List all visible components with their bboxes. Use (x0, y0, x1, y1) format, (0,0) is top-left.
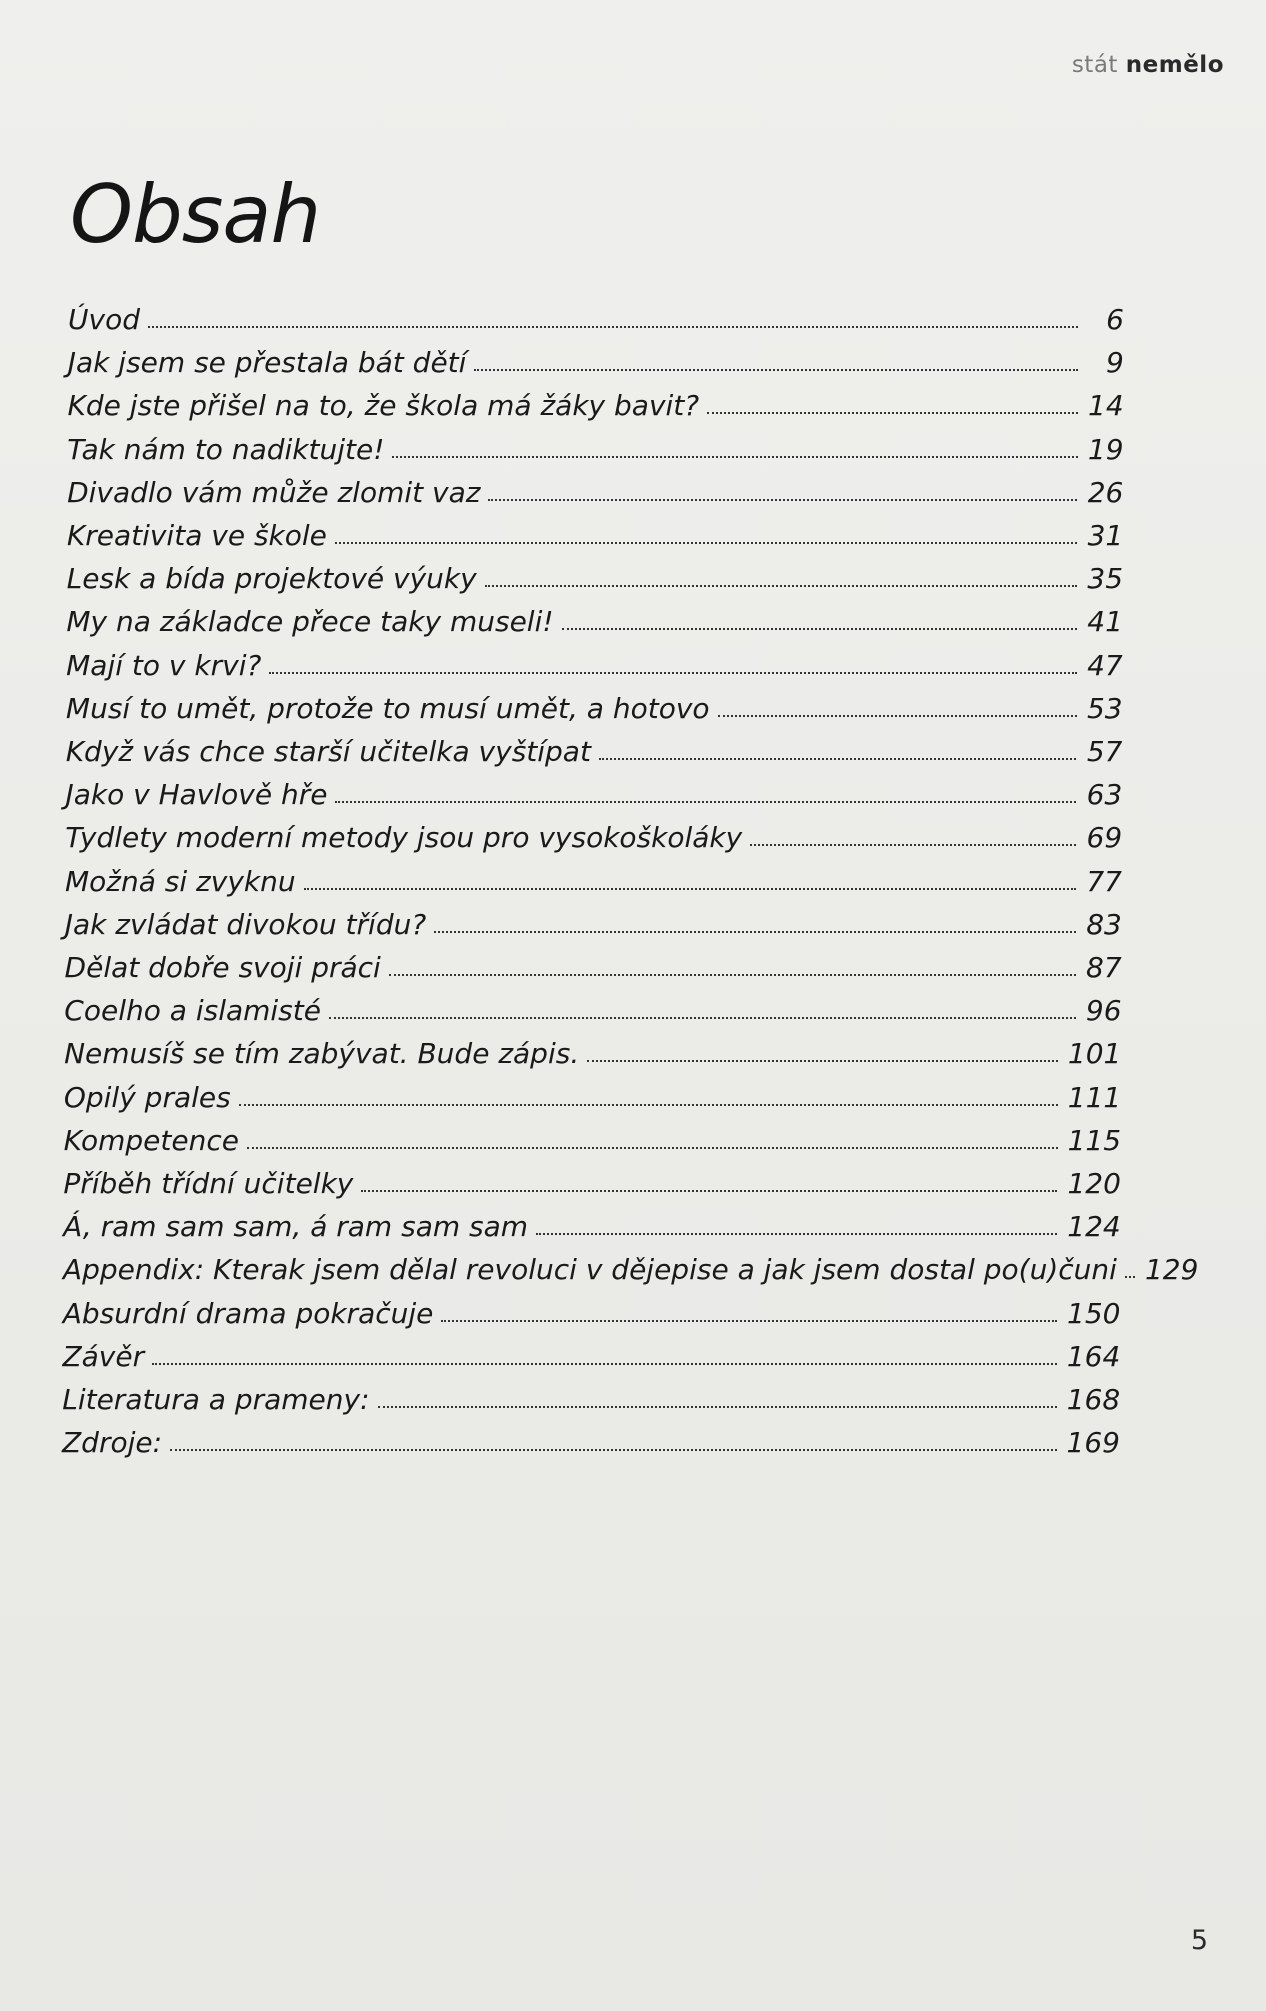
toc-entry (68, 382, 1124, 422)
toc-dot-leader (239, 1104, 1058, 1106)
toc-entry-title: Kreativita ve škole (66, 519, 327, 552)
page-number: 5 (1190, 1925, 1208, 1956)
toc-dot-leader (148, 326, 1078, 328)
toc-entry (62, 1246, 1199, 1287)
toc-entry (65, 901, 1122, 941)
toc-entry (65, 771, 1122, 811)
toc-entry-title: Musí to umět, protože to musí umět, a hotovo (65, 691, 710, 725)
toc-dot-leader (152, 1363, 1057, 1365)
toc-entry-title: Coelho a islamisté (64, 994, 321, 1028)
toc-entry-page: 57 (1086, 735, 1123, 768)
toc-entry (64, 1117, 1121, 1157)
toc-entry-page: 101 (1067, 1037, 1122, 1071)
toc-entry-page: 77 (1086, 864, 1122, 898)
toc-entry-page: 63 (1086, 778, 1123, 812)
toc-dot-leader (389, 974, 1076, 976)
toc-entry-title: Lesk a bída projektové výuky (66, 562, 477, 596)
toc-entry (62, 1376, 1120, 1416)
toc-dot-leader (378, 1406, 1057, 1408)
toc-entry (67, 512, 1123, 552)
toc-entry-page: 115 (1067, 1123, 1122, 1157)
toc-dot-leader (750, 844, 1076, 846)
toc-entry-page: 164 (1066, 1339, 1121, 1373)
toc-entry-title: Kompetence (63, 1123, 239, 1157)
toc-dot-leader (335, 542, 1077, 544)
toc-entry (66, 598, 1123, 638)
toc-entry-title: Á, ram sam sam, á ram sam sam (63, 1210, 529, 1244)
toc-entry-title: Možná si zvyknu (65, 864, 296, 898)
toc-entry-page: 120 (1067, 1167, 1121, 1200)
toc-entry-title: Úvod (68, 303, 140, 336)
toc-entry (67, 426, 1123, 466)
toc-entry-page: 6 (1106, 303, 1124, 336)
running-header (1072, 52, 1224, 78)
toc-entry-title: Jak zvládat divokou třídu? (64, 907, 427, 941)
toc-entry-page: 19 (1087, 432, 1124, 466)
toc-entry-page: 31 (1087, 519, 1124, 552)
toc-dot-leader (587, 1060, 1058, 1062)
toc-dot-leader (247, 1147, 1058, 1149)
toc-entry-page: 150 (1067, 1296, 1121, 1330)
toc-dot-leader (1125, 1276, 1135, 1278)
toc-entry-page: 47 (1087, 648, 1123, 682)
header-prefix: stát (1071, 52, 1118, 78)
toc-entry-title: Appendix: Kterak jsem dělal revoluci v dějepise a jak jsem dostal po(u)čuni (62, 1253, 1117, 1287)
toc-dot-leader (474, 369, 1077, 371)
toc-entry-title: Závěr (62, 1339, 145, 1373)
toc-entry (65, 944, 1122, 984)
toc-dot-leader (707, 412, 1078, 414)
toc-entry (66, 642, 1123, 682)
toc-entry (63, 1203, 1121, 1243)
toc-dot-leader (329, 1017, 1076, 1019)
toc-entry (66, 685, 1123, 725)
toc-entry-page: 87 (1086, 951, 1122, 984)
toc-entry-title: Když vás chce starší učitelka vyštípat (65, 735, 591, 768)
toc-entry-page: 96 (1085, 994, 1122, 1028)
toc-dot-leader (304, 888, 1076, 890)
toc-entry-page: 111 (1067, 1080, 1122, 1114)
toc-entry-title: Opilý prales (63, 1080, 231, 1114)
toc-entry (64, 1030, 1121, 1070)
toc-entry-page: 26 (1087, 475, 1124, 509)
toc-dot-leader (170, 1449, 1057, 1451)
toc-entry-page: 35 (1087, 562, 1124, 596)
toc-dot-leader (269, 672, 1076, 674)
toc-dot-leader (536, 1233, 1057, 1235)
toc-entry-page: 168 (1066, 1383, 1121, 1416)
toc-entry-page: 69 (1086, 821, 1123, 855)
toc-entry (65, 814, 1122, 854)
toc-entry-page: 41 (1087, 605, 1123, 639)
toc-dot-leader (488, 499, 1077, 501)
toc-entry-title: Nemusíš se tím zabývat. Bude zápis. (64, 1037, 580, 1071)
toc-entry-title: Mají to v krvi? (66, 648, 262, 682)
toc-dot-leader (335, 801, 1076, 803)
toc-dot-leader (718, 715, 1077, 717)
toc-dot-leader (361, 1190, 1057, 1192)
toc-entry (64, 987, 1121, 1027)
toc-entry-title: Tak nám to nadiktujte! (67, 432, 385, 466)
toc-dot-leader (485, 585, 1077, 587)
toc-entry-title: Jako v Havlově hře (65, 778, 328, 812)
toc-entry-page: 14 (1088, 389, 1124, 423)
toc-entry-title: Tydlety moderní metody jsou pro vysokoškoláky (65, 821, 743, 855)
toc-entry (63, 1160, 1121, 1200)
toc-entry-page: 53 (1086, 691, 1123, 725)
toc-entry (64, 1074, 1121, 1114)
toc-entry (67, 555, 1123, 595)
toc-dot-leader (434, 931, 1076, 933)
toc-entry (68, 296, 1124, 336)
toc-entry-page: 83 (1086, 907, 1122, 941)
toc-entry-page: 129 (1144, 1253, 1199, 1287)
toc-entry (67, 469, 1123, 509)
toc-entry-page: 124 (1067, 1210, 1121, 1244)
toc-entry-title: My na základce přece taky museli! (66, 605, 554, 639)
toc-entry (68, 339, 1124, 379)
toc-dot-leader (599, 758, 1077, 760)
toc-entry-title: Dělat dobře svoji práci (64, 951, 381, 984)
toc-dot-leader (562, 628, 1077, 630)
toc-entry (63, 1290, 1121, 1330)
toc-dot-leader (392, 456, 1077, 458)
header-brand: nemělo (1125, 52, 1224, 78)
toc-entry-page: 169 (1066, 1426, 1120, 1460)
toc-entry-title: Příběh třídní učitelky (63, 1167, 354, 1200)
toc-entry (62, 1333, 1120, 1373)
toc-entry (62, 1419, 1120, 1459)
toc-entry-title: Literatura a prameny: (62, 1383, 370, 1416)
toc-entry-title: Zdroje: (62, 1426, 163, 1460)
toc-dot-leader (441, 1320, 1057, 1322)
toc-entry (65, 858, 1122, 898)
toc-entry-page: 9 (1106, 346, 1124, 380)
toc-entry-title: Jak jsem se přestala bát dětí (67, 346, 467, 380)
toc-entry-title: Absurdní drama pokračuje (62, 1296, 434, 1330)
page-title: Obsah (70, 168, 321, 261)
toc-entry-title: Kde jste přišel na to, že škola má žáky bavit? (67, 389, 700, 423)
toc-entry-title: Divadlo vám může zlomit vaz (67, 475, 481, 509)
toc-entry (66, 728, 1123, 768)
